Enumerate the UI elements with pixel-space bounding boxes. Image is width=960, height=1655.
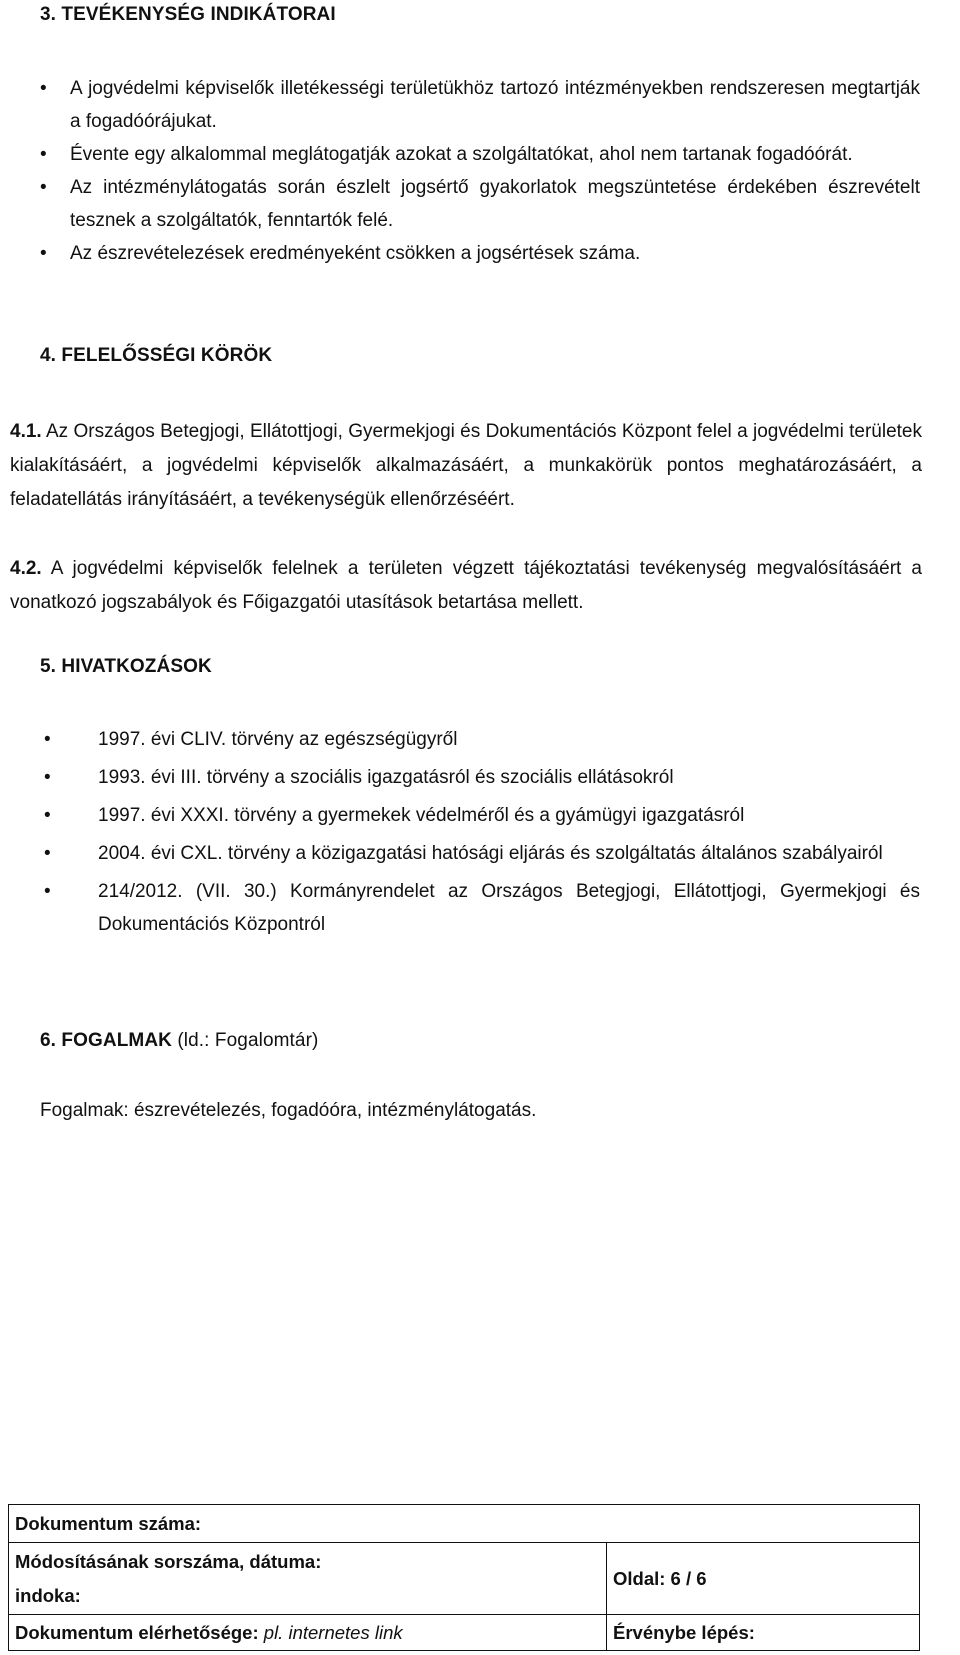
section-6-reference: (ld.: Fogalomtár) — [172, 1030, 319, 1051]
paragraph-4-2 — [10, 552, 922, 620]
bullet-icon: • — [40, 243, 47, 264]
section-6-heading — [40, 1030, 318, 1052]
section-5-heading: 5. HIVATKOZÁSOK — [40, 656, 212, 677]
modification-cell — [9, 1543, 607, 1615]
paragraph-text: A jogvédelmi képviselők felelnek a területen végzett tájékoztatási tevékenység megvalósításáért a vonatkozó jogszabályok és Főigazgatói utasítások betartása mellett. — [10, 558, 922, 613]
list-item: • 2004. évi CXL. törvény a közigazgatási hatósági eljárás és szolgáltatás általános szabályairól — [40, 837, 920, 870]
paragraph-text: Az Országos Betegjogi, Ellátottjogi, Gyermekjogi és Dokumentációs Központ felel a jogvédelmi területek kialakításáért, a jogvédelmi képviselők alkalmazásáért, a munkakörük pontos meghatározásáért, a feladatellátás irányításáért, a tevékenységük ellenőrzéséért. — [10, 421, 922, 510]
list-item: • Évente egy alkalommal meglátogatják azokat a szolgáltatókat, ahol nem tartanak fogadóórát. — [40, 138, 920, 171]
section-3-heading: 3. TEVÉKENYSÉG INDIKÁTORAI — [40, 4, 336, 25]
bullet-icon: • — [40, 144, 47, 165]
bullet-icon: • — [40, 177, 47, 198]
page-number-cell — [607, 1543, 920, 1615]
list-item: • Az észrevételezések eredményeként csökken a jogsértések száma. — [40, 237, 920, 270]
availability-value: pl. internetes link — [258, 1621, 403, 1643]
page-number: Oldal: 6 / 6 — [613, 1567, 707, 1589]
paragraph-number: 4.2. — [10, 558, 42, 579]
bullet-icon: • — [44, 881, 51, 902]
doc-number-cell: Dokumentum száma: — [9, 1505, 920, 1543]
bullet-icon: • — [44, 805, 51, 826]
availability-cell — [9, 1615, 607, 1651]
references-list — [40, 723, 920, 946]
effective-label: Érvénybe lépés: — [613, 1621, 755, 1643]
paragraph-4-1 — [10, 415, 922, 517]
section-6-title: 6. FOGALMAK — [40, 1030, 172, 1051]
bullet-icon: • — [44, 843, 51, 864]
effective-date-cell — [607, 1615, 920, 1651]
paragraph-number: 4.1. — [10, 421, 42, 442]
section-3-list — [40, 72, 920, 270]
modification-label: Módosításának sorszáma, dátuma: — [15, 1550, 322, 1572]
list-item: • A jogvédelmi képviselők illetékességi területükhöz tartozó intézményekben rendszeresen megtartják a fogadóórájukat. — [40, 72, 920, 138]
bullet-icon: • — [44, 729, 51, 750]
reason-label: indoka: — [15, 1584, 81, 1606]
availability-label: Dokumentum elérhetősége: — [15, 1621, 259, 1643]
concepts-text: Fogalmak: észrevételezés, fogadóóra, intézménylátogatás. — [40, 1100, 537, 1121]
list-item: • Az intézménylátogatás során észlelt jogsértő gyakorlatok megszüntetése érdekében észrevételt tesznek a szolgáltatók, fenntartók felé. — [40, 171, 920, 237]
list-item: • 1993. évi III. törvény a szociális igazgatásról és szociális ellátásokról — [40, 761, 920, 794]
list-item: • 1997. évi CLIV. törvény az egészségügyről — [40, 723, 920, 756]
list-item: • 214/2012. (VII. 30.) Kormányrendelet az Országos Betegjogi, Ellátottjogi, Gyermekjogi és Dokumentációs Központról — [40, 875, 920, 941]
bullet-icon: • — [44, 767, 51, 788]
section-4-heading: 4. FELELŐSSÉGI KÖRÖK — [40, 345, 273, 366]
document-footer-table — [8, 1504, 920, 1651]
list-item: • 1997. évi XXXI. törvény a gyermekek védelméről és a gyámügyi igazgatásról — [40, 799, 920, 832]
bullet-icon: • — [40, 78, 47, 99]
